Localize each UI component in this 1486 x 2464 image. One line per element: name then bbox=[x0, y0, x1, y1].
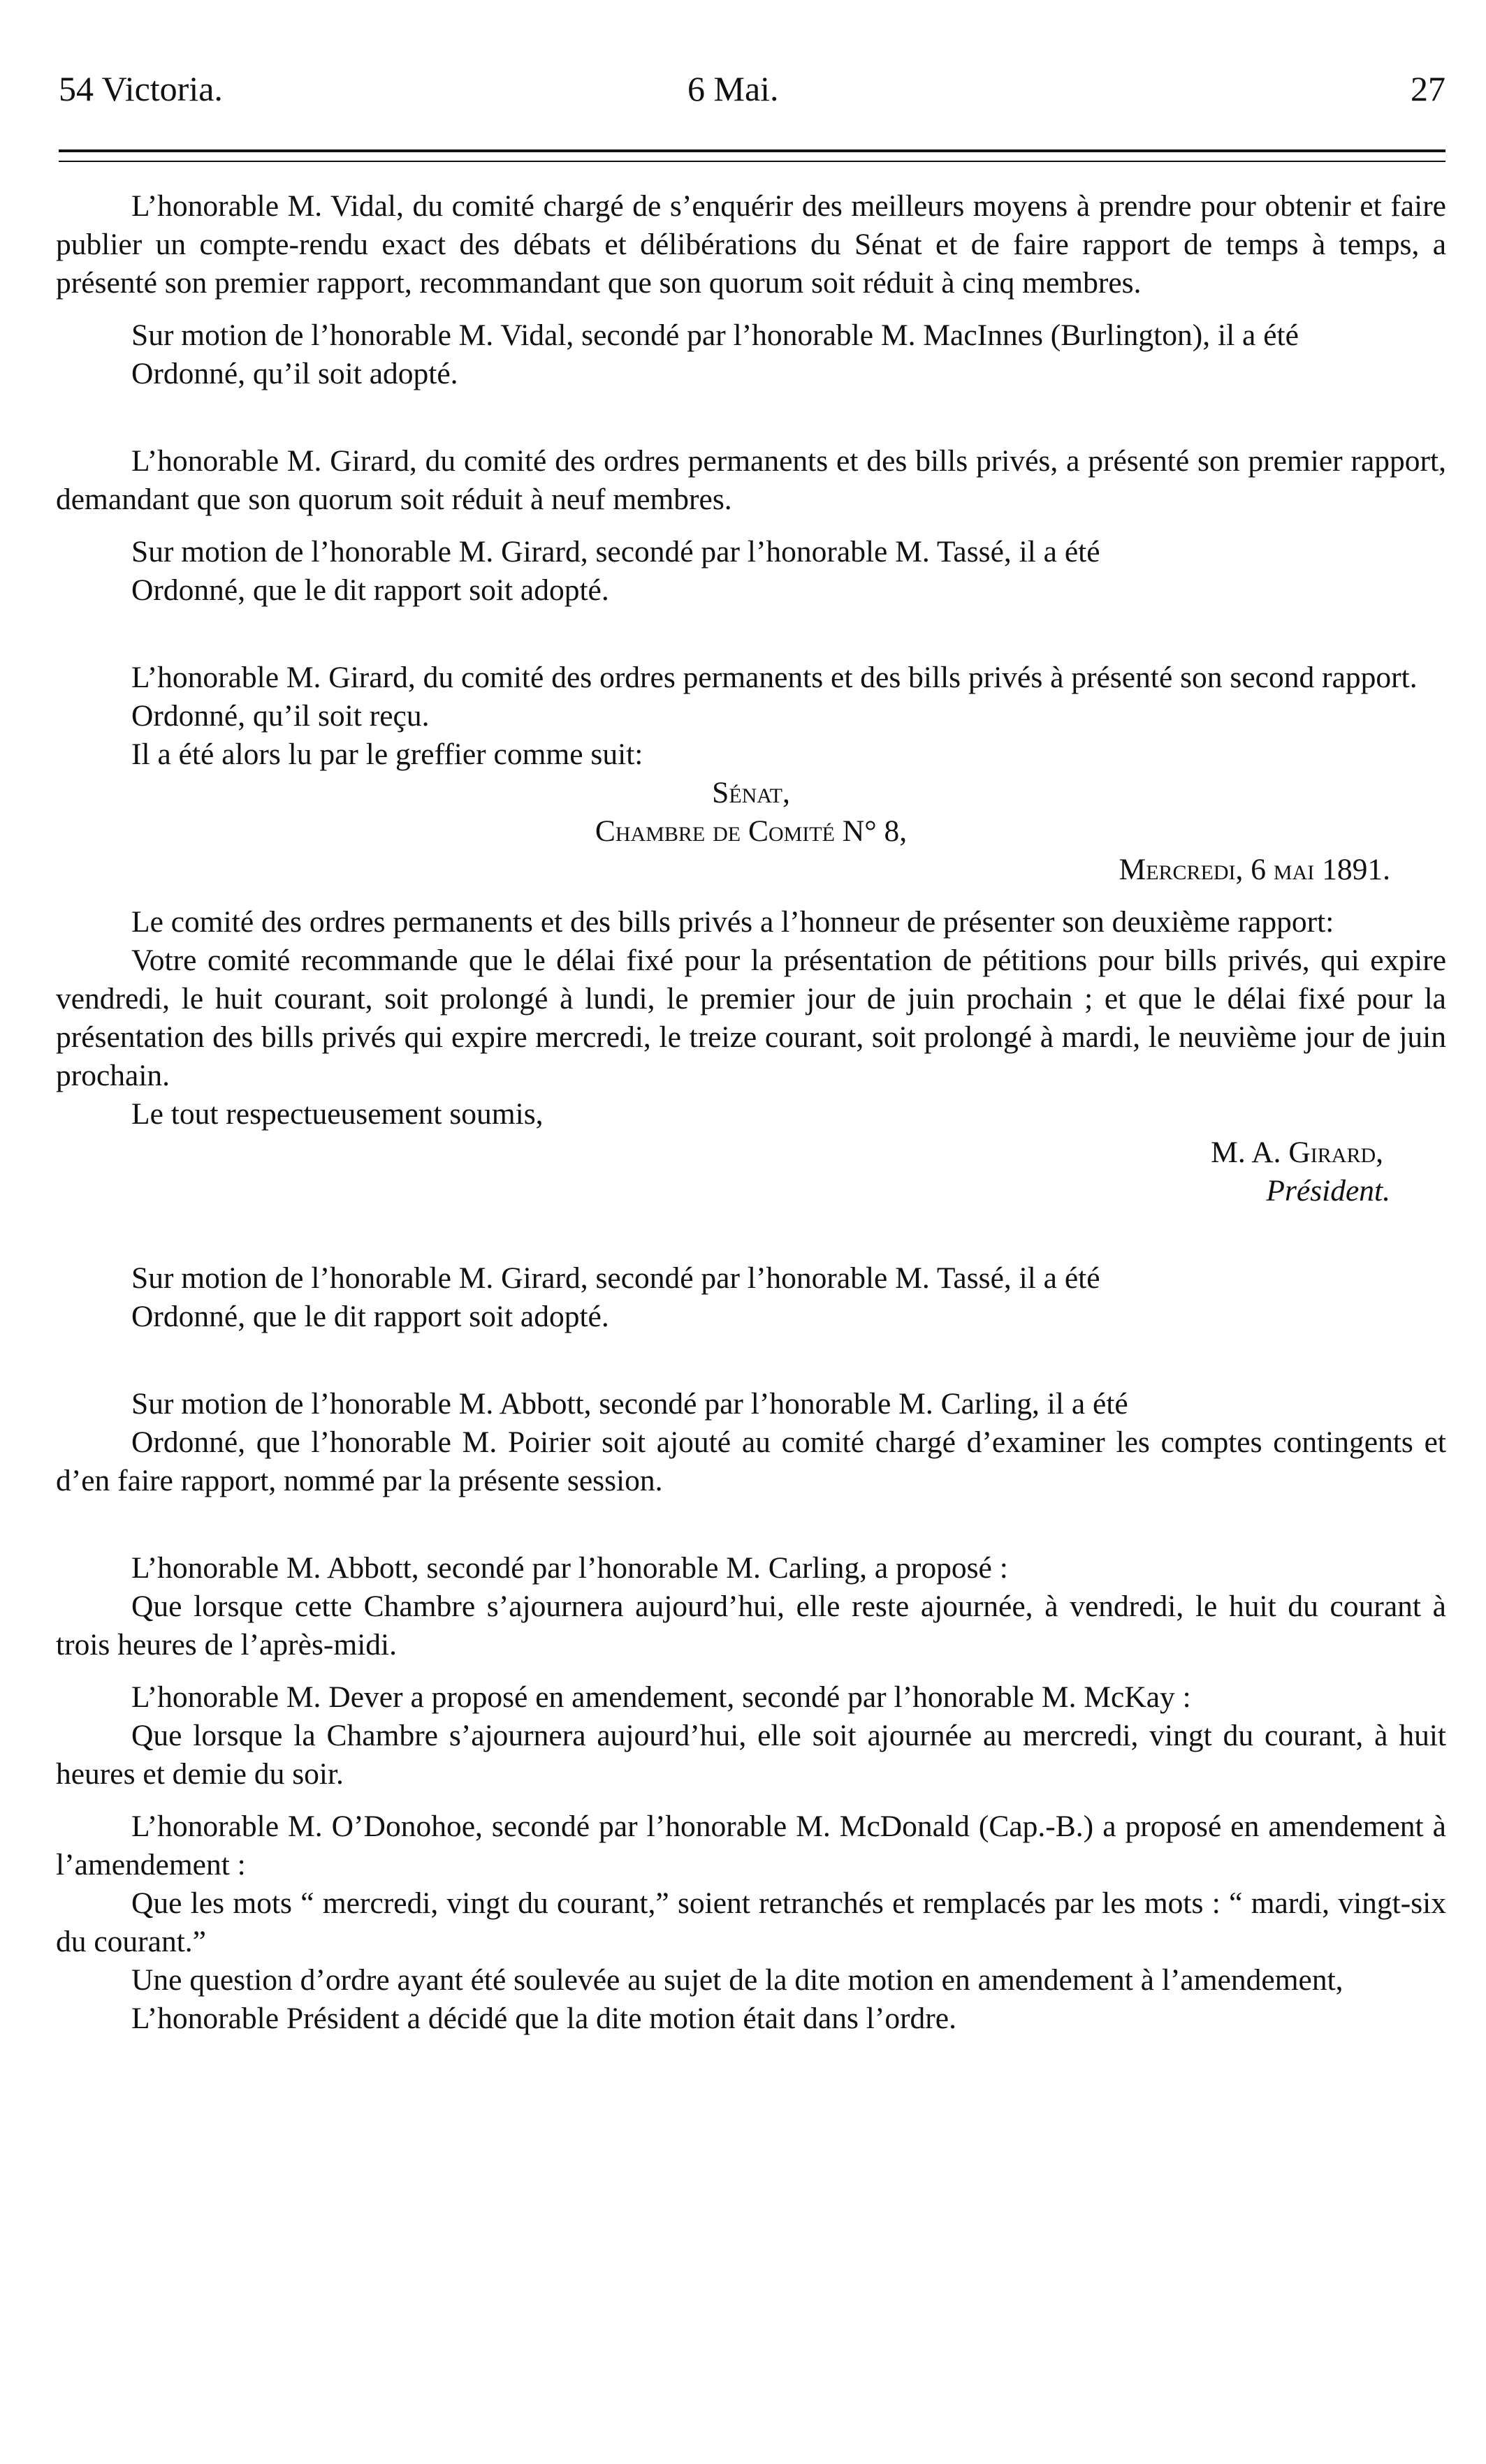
page-number: 27 bbox=[1411, 69, 1445, 108]
paragraph: Il a été alors lu par le greffier comme suit: bbox=[131, 738, 643, 771]
header-reign: 54 Victoria. bbox=[59, 69, 223, 108]
header-date: 6 Mai. bbox=[687, 69, 779, 108]
paragraph: Sur motion de l’honorable M. Girard, secondé par l’honorable M. Tassé, il a été bbox=[131, 535, 1100, 569]
report-date: Mercredi, 6 mai 1891. bbox=[1119, 853, 1390, 886]
paragraph: Ordonné, que le dit rapport soit adopté. bbox=[131, 573, 609, 607]
paragraph: L’honorable M. O’Donohoe, secondé par l’honorable M. McDonald (Cap.-B.) a proposé en amendement à l’amendement : bbox=[56, 1810, 1446, 1882]
paragraph: L’honorable M. Dever a proposé en amendement, secondé par l’honorable M. McKay : bbox=[131, 1680, 1191, 1714]
header-rule-thick bbox=[59, 149, 1445, 152]
paragraph: Une question d’ordre ayant été soulevée au sujet de la dite motion en amendement à l’amendement, bbox=[131, 1963, 1343, 1997]
paragraph: Le tout respectueusement soumis, bbox=[131, 1097, 544, 1131]
paragraph: L’honorable Président a décidé que la dite motion était dans l’ordre. bbox=[131, 2002, 956, 2035]
paragraph: Ordonné, qu’il soit reçu. bbox=[131, 699, 430, 733]
paragraph: Ordonné, que le dit rapport soit adopté. bbox=[131, 1300, 609, 1333]
paragraph: Sur motion de l’honorable M. Girard, secondé par l’honorable M. Tassé, il a été bbox=[131, 1261, 1100, 1295]
paragraph: Que lorsque cette Chambre s’ajournera aujourd’hui, elle reste ajournée, à vendredi, le huit du courant à trois heures de l’après-midi. bbox=[56, 1590, 1446, 1662]
page-body bbox=[56, 187, 1446, 2038]
paragraph: Sur motion de l’honorable M. Abbott, secondé par l’honorable M. Carling, il a été bbox=[131, 1387, 1128, 1421]
paragraph: Que les mots “ mercredi, vingt du courant,” soient retranchés et remplacés par les mots : “ mardi, vingt-six du courant.” bbox=[56, 1886, 1446, 1958]
page-header bbox=[59, 68, 1445, 117]
paragraph: L’honorable M. Vidal, du comité chargé de s’enquérir des meilleurs moyens à prendre pour obtenir et faire publier un compte-rendu exact des débats et délibérations du Sénat et de faire rapport de temps à temps, a présenté son premier rapport, recommandant que son quorum soit réduit à cinq membres. bbox=[56, 189, 1446, 300]
paragraph: L’honorable M. Girard, du comité des ordres permanents et des bills privés à présenté son second rapport. bbox=[131, 661, 1418, 694]
signature-name: M. A. Girard, bbox=[1211, 1136, 1383, 1169]
paragraph: Que lorsque la Chambre s’ajournera aujourd’hui, elle soit ajournée au mercredi, vingt du courant, à huit heures et demie du soir. bbox=[56, 1719, 1446, 1791]
signature-title: Président. bbox=[1266, 1174, 1390, 1208]
paragraph: Ordonné, que l’honorable M. Poirier soit ajouté au comité chargé d’examiner les comptes contingents et d’en faire rapport, nommé par la présente session. bbox=[56, 1425, 1446, 1497]
paragraph: Sur motion de l’honorable M. Vidal, secondé par l’honorable M. MacInnes (Burlington), il a été bbox=[131, 318, 1299, 352]
report-heading-room: Chambre de Comité N° 8, bbox=[595, 814, 908, 848]
report-heading-senate: Sénat, bbox=[712, 776, 790, 809]
paragraph: L’honorable M. Girard, du comité des ordres permanents et des bills privés, a présenté son premier rapport, demandant que son quorum soit réduit à neuf membres. bbox=[56, 444, 1446, 516]
paragraph: Le comité des ordres permanents et des bills privés a l’honneur de présenter son deuxième rapport: bbox=[131, 905, 1334, 939]
paragraph: Ordonné, qu’il soit adopté. bbox=[131, 357, 458, 390]
header-rule-thin bbox=[59, 161, 1445, 162]
paragraph: Votre comité recommande que le délai fixé pour la présentation de pétitions pour bills privés, qui expire vendredi, le huit courant, soit prolongé à lundi, le premier jour de juin prochain ; et que le délai fixé pour la présentation des bills privés qui expire mercredi, le treize courant, soit prolongé à mardi, le neuvième jour de juin prochain. bbox=[56, 944, 1446, 1092]
paragraph: L’honorable M. Abbott, secondé par l’honorable M. Carling, a proposé : bbox=[131, 1551, 1008, 1585]
